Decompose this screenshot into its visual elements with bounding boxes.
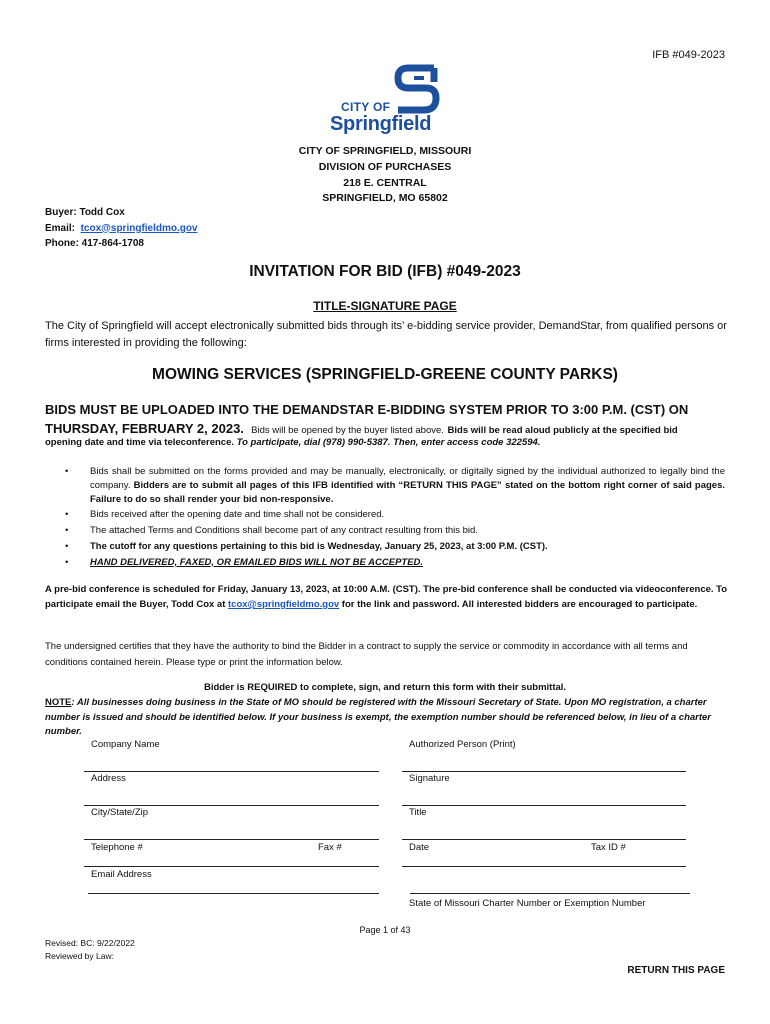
logo-city-of: CITY OF <box>341 100 391 114</box>
city-state-zip-label: City/State/Zip <box>91 807 149 818</box>
address-label: Address <box>91 773 126 784</box>
bullet-icon: • <box>65 466 69 477</box>
note-label: NOTE <box>45 697 72 708</box>
email-address-label: Email Address <box>91 869 152 880</box>
authorized-person-label: Authorized Person (Print) <box>409 739 516 750</box>
title-field[interactable] <box>402 839 686 840</box>
bullet-icon: • <box>65 556 69 568</box>
list-item <box>65 524 725 538</box>
return-this-page: RETURN THIS PAGE <box>627 965 725 976</box>
logo-springfield: Springfield <box>330 113 432 135</box>
city-state-zip-field[interactable] <box>84 839 379 840</box>
bullet-text: The attached Terms and Conditions shall become part of any contract resulting from this bid. <box>90 525 478 537</box>
bullet-text: HAND DELIVERED, FAXED, OR EMAILED BIDS WILL NOT BE ACCEPTED. <box>90 556 424 568</box>
deadline-opened: Bids will be opened by the buyer listed above. <box>251 425 444 436</box>
deadline-read: Bids will be read aloud publicly at the specified bid <box>447 425 678 436</box>
page-number: Page 1 of 43 <box>359 925 411 935</box>
deadline-main: BIDS MUST BE UPLOADED INTO THE DEMANDSTAR E-BIDDING SYSTEM PRIOR TO 3:00 P.M. (CST) ON THURSDAY, FEBRUARY 2, 2023. <box>45 402 689 436</box>
company-name-label: Company Name <box>91 739 160 750</box>
list-item <box>65 556 725 570</box>
bullet-icon: • <box>65 509 69 521</box>
reviewed-text: Reviewed by Law: <box>45 951 114 961</box>
prebid-email-link[interactable]: tcox@springfieldmo.gov <box>228 599 340 610</box>
email-label: Email: <box>45 222 76 234</box>
buyer-name: Buyer: Todd Cox <box>45 207 125 218</box>
address-field[interactable] <box>84 805 379 806</box>
note-text: : All businesses doing business in the State of MO should be registered with the Missouri Secretary of State. Upon MO registration, a charter number is issued and should be identified below. If your business is exempt, the exemption number should be referenced below, in lieu of a charter number. <box>45 697 712 737</box>
address-line: DIVISION OF PURCHASES <box>318 160 452 173</box>
ifb-number: IFB #049-2023 <box>652 49 725 61</box>
title-label: Title <box>409 807 427 818</box>
revised-text: Revised: BC: 9/22/2022 <box>45 938 135 948</box>
signature-field[interactable] <box>402 805 686 806</box>
list-item <box>65 508 725 522</box>
bullet-text: The cutoff for any questions pertaining to this bid is Wednesday, January 25, 2023, at 3:00 P.M. (CST). <box>90 540 548 552</box>
date-tax-id-field[interactable] <box>402 866 686 867</box>
prebid-text-2: for the link and password. All interested bidders are encouraged to participate. <box>341 599 698 610</box>
bullet-text-bold: Bidders are to submit all pages of this IFB identified with “RETURN THIS PAGE” stated on the bottom right corner of said pages. Failure to do so shall render your bid non-responsive. <box>90 479 726 505</box>
charter-number-field[interactable] <box>410 893 690 894</box>
telephone-label: Telephone # <box>91 842 143 853</box>
list-item <box>65 540 725 554</box>
note-paragraph <box>45 696 715 740</box>
opening-text: opening date and time via teleconference. <box>45 437 234 448</box>
participate-text: To participate, dial (978) 990-5387. Then, enter access code 322594. <box>236 437 541 448</box>
city-logo <box>330 64 442 140</box>
revision-info <box>45 937 135 963</box>
address-line: 218 E. CENTRAL <box>343 176 427 189</box>
required-notice: Bidder is REQUIRED to complete, sign, and return this form with their submittal. <box>203 682 567 693</box>
authorized-person-field[interactable] <box>402 771 686 772</box>
charter-number-label: State of Missouri Charter Number or Exemption Number <box>409 898 646 909</box>
springfield-s-icon <box>394 64 440 114</box>
bullet-icon: • <box>65 540 69 552</box>
page-subtitle: TITLE-SIGNATURE PAGE <box>313 299 457 313</box>
bid-deadline <box>45 400 735 440</box>
company-name-field[interactable] <box>84 771 379 772</box>
address-line: CITY OF SPRINGFIELD, MISSOURI <box>298 145 472 157</box>
project-title: MOWING SERVICES (SPRINGFIELD-GREENE COUNTY PARKS) <box>152 366 618 383</box>
tax-id-label: Tax ID # <box>591 842 626 853</box>
email-address-field[interactable] <box>88 893 379 894</box>
buyer-info <box>45 205 198 252</box>
bullet-icon: • <box>65 525 69 537</box>
page-title: INVITATION FOR BID (IFB) #049-2023 <box>249 263 521 280</box>
list-item <box>65 465 725 506</box>
signature-label: Signature <box>409 773 450 784</box>
buyer-email-link[interactable]: tcox@springfieldmo.gov <box>80 222 198 234</box>
prebid-text: A pre-bid conference is scheduled for Friday, January 13, 2023, at 10:00 A.M. (CST). The pre-bid conference shall be conducted via videoconference. To participate email the Buyer, Todd Cox at <box>45 584 728 610</box>
fax-label: Fax # <box>318 842 342 853</box>
certify-paragraph: The undersigned certifies that they have the authority to bind the Bidder in a contract to supply the service or commodity in accordance with all terms and conditions contained herein. Please type or print the information below. <box>45 641 688 668</box>
intro-paragraph: The City of Springfield will accept electronically submitted bids through its’ e-bidding service provider, DemandStar, from qualified persons or firms interested in providing the following: <box>45 320 727 349</box>
address-line: SPRINGFIELD, MO 65802 <box>322 192 448 205</box>
telephone-fax-field[interactable] <box>84 866 379 867</box>
bullet-text: Bids shall be submitted on the forms provided and may be manually, electronically, or digitally signed by the individual authorized to legally bind the company. <box>90 466 725 491</box>
opening-info <box>45 437 735 448</box>
address-block <box>0 144 770 207</box>
prebid-paragraph <box>45 582 729 612</box>
date-label: Date <box>409 842 430 853</box>
bullet-list <box>65 465 725 572</box>
buyer-phone: Phone: 417-864-1708 <box>45 238 144 249</box>
bullet-text: Bids received after the opening date and time shall not be considered. <box>90 509 385 521</box>
